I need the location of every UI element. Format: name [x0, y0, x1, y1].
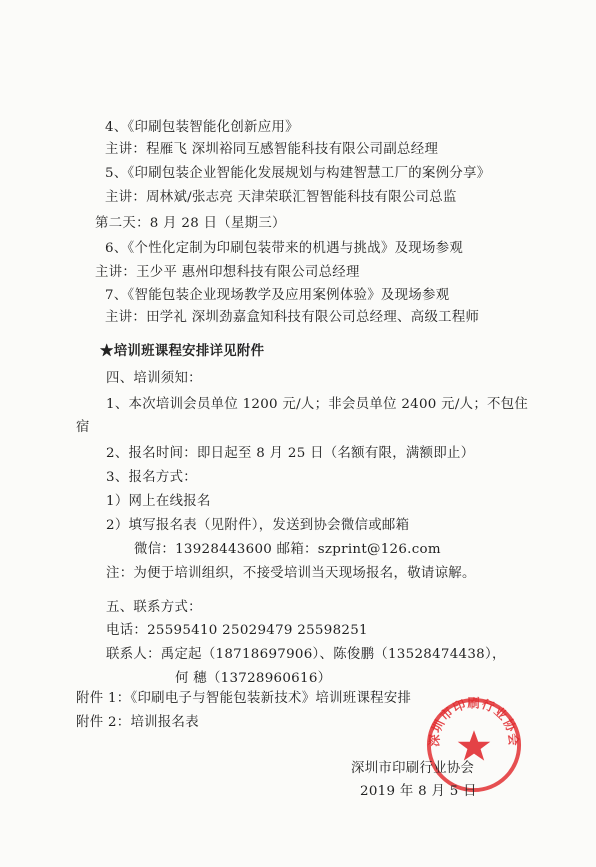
svg-text:深圳市印刷行业协会: 深圳市印刷行业协会 — [426, 696, 522, 748]
association-seal — [425, 696, 523, 794]
section-5-heading: 五、联系方式： — [106, 600, 202, 615]
attachment-1: 附件 1：《印刷电子与智能包装新技术》培训班课程安排 — [76, 691, 412, 706]
course-4-speaker: 主讲：程雁飞 深圳裕同互感智能科技有限公司副总经理 — [105, 142, 439, 157]
contacts-cont: 何 穗（13728960616） — [175, 671, 332, 686]
fee-line-cont: 宿 — [76, 420, 90, 435]
course-7-title: 7、《智能包装企业现场教学及应用案例体验》及现场参观 — [105, 288, 450, 303]
schedule-note: ★培训班课程安排详见附件 — [100, 343, 265, 359]
method-online: 1）网上在线报名 — [106, 494, 211, 509]
wechat-email: 微信：13928443600 邮箱：szprint@126.com — [134, 542, 441, 557]
method-form: 2）填写报名表（见附件），发送到协会微信或邮箱 — [106, 518, 410, 533]
contacts: 联系人：禹定起（18718697906）、陈俊鹏（13528474438）， — [106, 647, 506, 662]
phone-numbers: 电话：25595410 25029479 25598251 — [106, 623, 368, 638]
issuer-name: 深圳市印刷行业协会 — [351, 761, 475, 776]
course-6-speaker: 主讲：王少平 惠州印想科技有限公司总经理 — [95, 265, 360, 280]
registration-methods: 3、报名方式： — [106, 470, 197, 485]
attachment-2: 附件 2：培训报名表 — [76, 715, 199, 730]
fee-line: 1、本次培训会员单位 1200 元/人；非会员单位 2400 元/人；不包住 — [106, 397, 529, 412]
onsite-note: 注：为便于培训组织，不接受培训当天现场报名，敬请谅解。 — [106, 566, 476, 581]
registration-time: 2、报名时间：即日起至 8 月 25 日（名额有限，满额即止） — [106, 446, 475, 461]
course-6-title: 6、《个性化定制为印刷包装带来的机遇与挑战》及现场参观 — [105, 241, 464, 256]
course-4-title: 4、《印刷包装智能化创新应用》 — [105, 120, 299, 135]
issue-date: 2019 年 8 月 5 日 — [360, 784, 477, 799]
course-7-speaker: 主讲：田学礼 深圳劲嘉盒知科技有限公司总经理、高级工程师 — [105, 310, 480, 325]
section-4-heading: 四、培训须知： — [106, 371, 202, 386]
course-5-title: 5、《印刷包装企业智能化发展规划与构建智慧工厂的案例分享》 — [105, 166, 491, 181]
day-two-heading: 第二天：8 月 28 日（星期三） — [95, 216, 286, 231]
course-5-speaker: 主讲：周林斌/张志亮 天津荣联汇智智能科技有限公司总监 — [105, 190, 457, 205]
